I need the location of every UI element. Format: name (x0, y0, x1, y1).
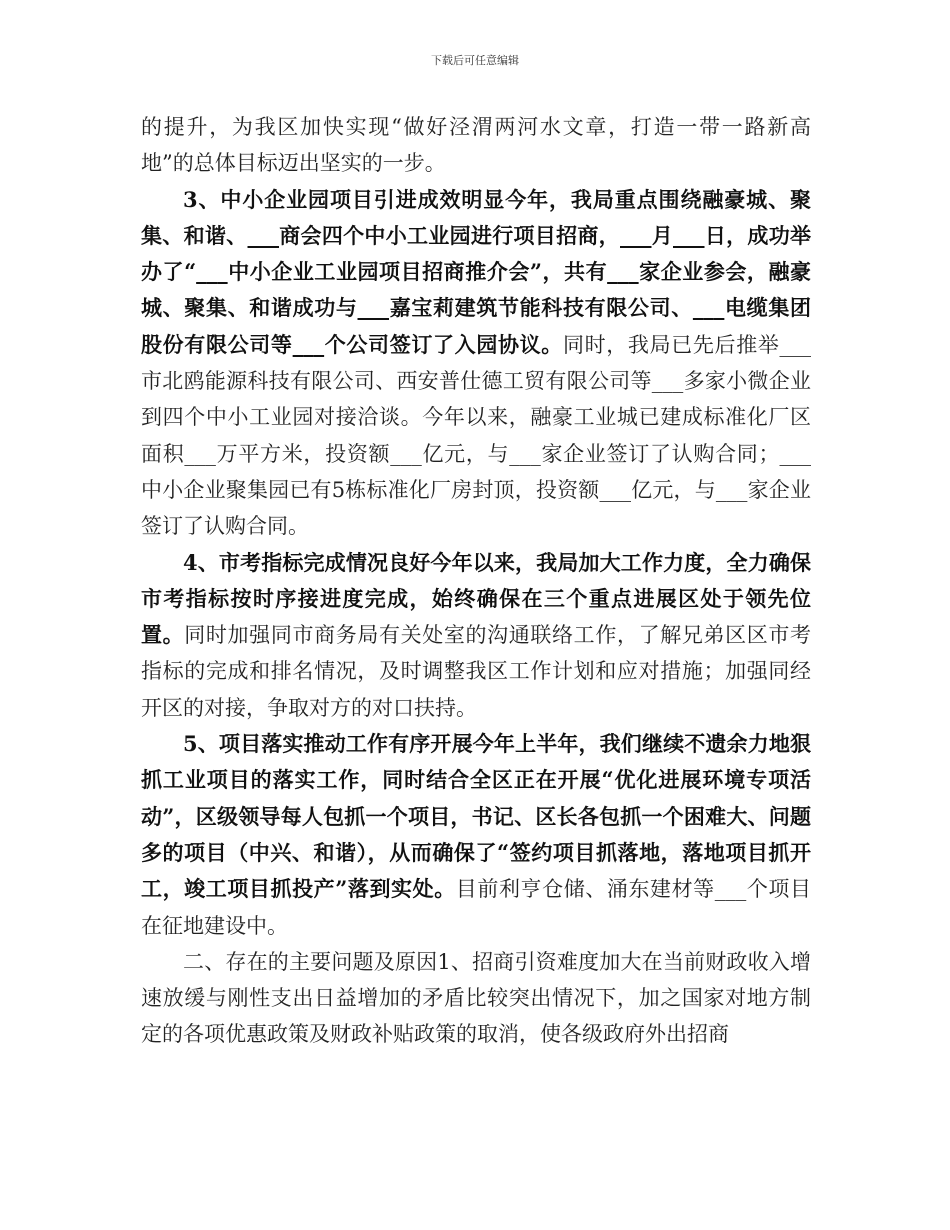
paragraph-text: 目前利亨仓储、涌东建材等___个项目在征地建设中。 (141, 877, 812, 938)
paragraph-text: 同时加强同市商务局有关处室的沟通联络工作，了解兄弟区区市考指标的完成和排名情况，及时调整我区工作计划和应对措施；加强同经开区的对接，争取对方的对口扶持。 (141, 623, 812, 720)
paragraph-text: 的提升，为我区加快实现“做好泾渭两河水文章，打造一带一路新高地”的总体目标迈出坚实的一步。 (141, 115, 811, 176)
paragraph-section-2 (141, 944, 811, 1053)
paragraph-item-3 (141, 182, 811, 545)
paragraph-item-5 (141, 726, 811, 944)
paragraph-lead: 4、市考指标完成情况良好今年以来，我局加大工作力度，全力确保市考指标按时序接进度完成，始终确保在三个重点进展区处于领先位置。 (141, 549, 811, 648)
paragraph-text: 同时，我局已先后推举___市北鸥能源科技有限公司、西安普仕德工贸有限公司等___多家小微企业到四个中小工业园对接洽谈。今年以来，融豪工业城已建成标准化厂区面积___万平方米，投资额___亿元，与___家企业签订了认购合同；___中小企业聚集园已有5栋标准化厂房封顶，投资额___亿元，与___家企业签订了认购合同。 (141, 332, 812, 539)
paragraph-lead: 5、项目落实推动工作有序开展今年上半年，我们继续不遗余力地狠抓工业项目的落实工作，同时结合全区正在开展“优化进展环境专项活动”，区级领导每人包抓一个项目，书记、区长各包抓一个困难大、问题多的项目（中兴、和谐），从而确保了“签约项目抓落地，落地项目抓开工，竣工项目抓投产”落到实处。 (141, 731, 811, 902)
paragraph-continuation (141, 109, 811, 182)
paragraph-item-4 (141, 545, 811, 726)
header-note: 下载后可任意编辑 (431, 54, 519, 67)
paragraph-lead: 3、中小企业园项目引进成效明显今年，我局重点围绕融豪城、聚集、和谐、___商会四个中小工业园进行项目招商，___月___日，成功举办了“___中小企业工业园项目招商推介会”，共有___家企业参会，融豪城、聚集、和谐成功与___嘉宝莉建筑节能科技有限公司、___电缆集团股份有限公司等___个公司签订了入园协议。 (141, 186, 811, 357)
body-text (141, 109, 811, 1053)
paragraph-text: 二、存在的主要问题及原因1、招商引资难度加大在当前财政收入增速放缓与刚性支出日益增加的矛盾比较突出情况下，加之国家对地方制定的各项优惠政策及财政补贴政策的取消，使各级政府外出招商 (141, 949, 811, 1047)
